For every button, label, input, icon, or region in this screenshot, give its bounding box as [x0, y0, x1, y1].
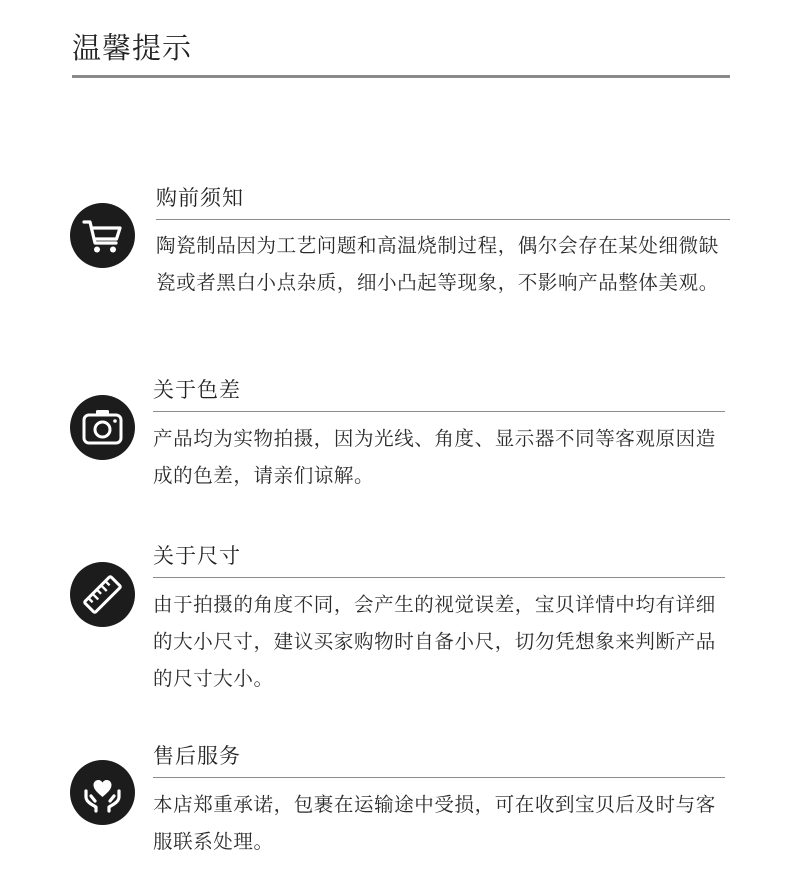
heart-hands-icon	[70, 760, 135, 825]
section-divider	[156, 219, 730, 220]
section-divider	[153, 777, 725, 778]
camera-icon	[70, 395, 135, 460]
section-body: 由于拍摄的角度不同，会产生的视觉误差，宝贝详情中均有详细的大小尺寸，建议买家购物时自备小尺，切勿凭想象来判断产品的尺寸大小。	[153, 593, 716, 690]
section-heading: 关于尺寸	[153, 544, 241, 568]
section-body: 产品均为实物拍摄，因为光线、角度、显示器不同等客观原因造成的色差，请亲们谅解。	[153, 427, 716, 487]
section-heading: 购前须知	[156, 186, 244, 210]
section-heading: 关于色差	[153, 378, 241, 402]
section-heading: 售后服务	[153, 744, 241, 768]
title-divider	[72, 75, 730, 78]
section-divider	[153, 411, 725, 412]
ruler-icon	[70, 562, 135, 627]
section-body: 本店郑重承诺，包裹在运输途中受损，可在收到宝贝后及时与客服联系处理。	[153, 793, 716, 853]
shopping-cart-icon	[70, 203, 135, 268]
section-divider	[153, 577, 725, 578]
page-title: 温馨提示	[72, 31, 193, 65]
section-body: 陶瓷制品因为工艺问题和高温烧制过程，偶尔会存在某处细微缺瓷或者黑白小点杂质，细小凸起等现象，不影响产品整体美观。	[156, 234, 719, 294]
